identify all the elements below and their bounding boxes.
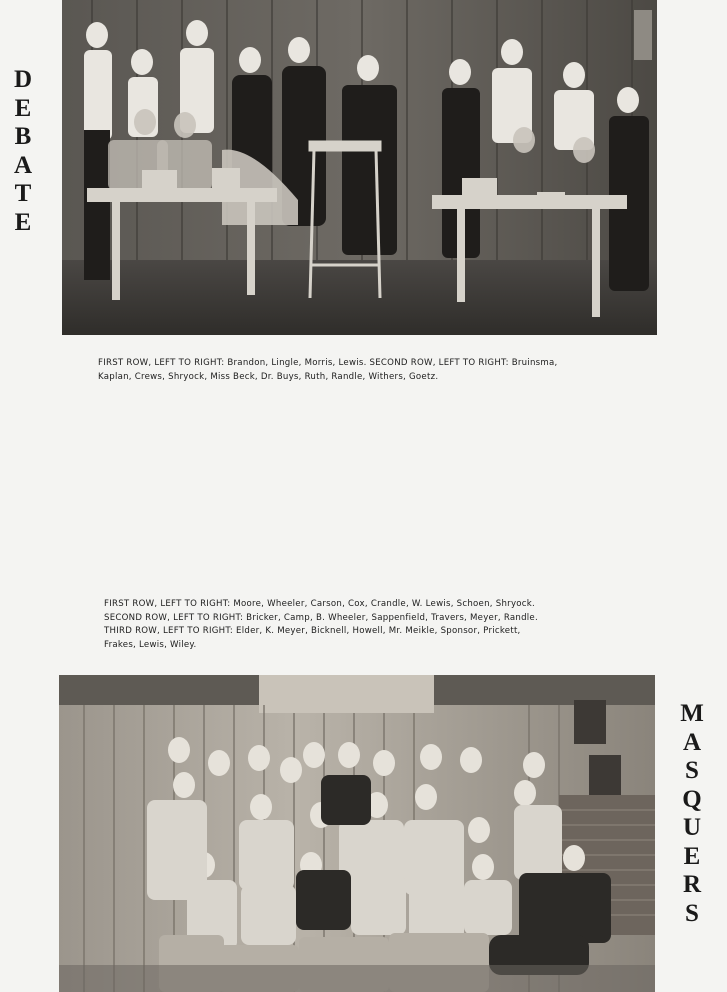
- caption-line: FIRST ROW, LEFT TO RIGHT: Moore, Wheeler, Carson, Cox, Crandle, W. Lewis, Schoen, Shryock.: [104, 599, 535, 609]
- heading-letter: E: [14, 94, 32, 122]
- caption-line: Kaplan, Crews, Shryock, Miss Beck, Dr. Buys, Ruth, Randle, Withers, Goetz.: [98, 371, 439, 382]
- heading-letter: Q: [682, 785, 702, 813]
- caption-line: FIRST ROW, LEFT TO RIGHT: Brandon, Lingle, Morris, Lewis. SECOND ROW, LEFT TO RIGHT: Bruinsma,: [98, 358, 558, 368]
- heading-letter: B: [14, 123, 32, 150]
- heading-letter: A: [682, 728, 702, 756]
- heading-letter: E: [683, 842, 701, 870]
- heading-letter: M: [680, 700, 704, 727]
- debate-caption: [98, 357, 658, 384]
- masquers-photo-illustration: [59, 675, 655, 992]
- masquers-group-photo: [59, 675, 655, 992]
- heading-letter: S: [685, 899, 699, 927]
- caption-line: Frakes, Lewis, Wiley.: [104, 639, 197, 650]
- heading-letter: E: [14, 208, 32, 236]
- debate-heading: [8, 66, 38, 237]
- heading-letter: R: [682, 871, 702, 898]
- heading-letter: A: [13, 151, 33, 179]
- caption-line: THIRD ROW, LEFT TO RIGHT: Elder, K. Meyer, Bicknell, Howell, Mr. Meikle, Sponsor, Prickett,: [104, 626, 521, 636]
- heading-letter: T: [14, 180, 32, 207]
- heading-letter: U: [682, 814, 702, 841]
- heading-letter: S: [685, 757, 699, 784]
- masquers-caption: [104, 598, 644, 652]
- debate-group-photo: [62, 0, 657, 335]
- debate-photo-illustration: [62, 0, 657, 335]
- caption-line: SECOND ROW, LEFT TO RIGHT: Bricker, Camp, B. Wheeler, Sappenfield, Travers, Meyer, Randle.: [104, 612, 538, 623]
- masquers-heading: [677, 700, 707, 928]
- heading-letter: D: [13, 66, 33, 93]
